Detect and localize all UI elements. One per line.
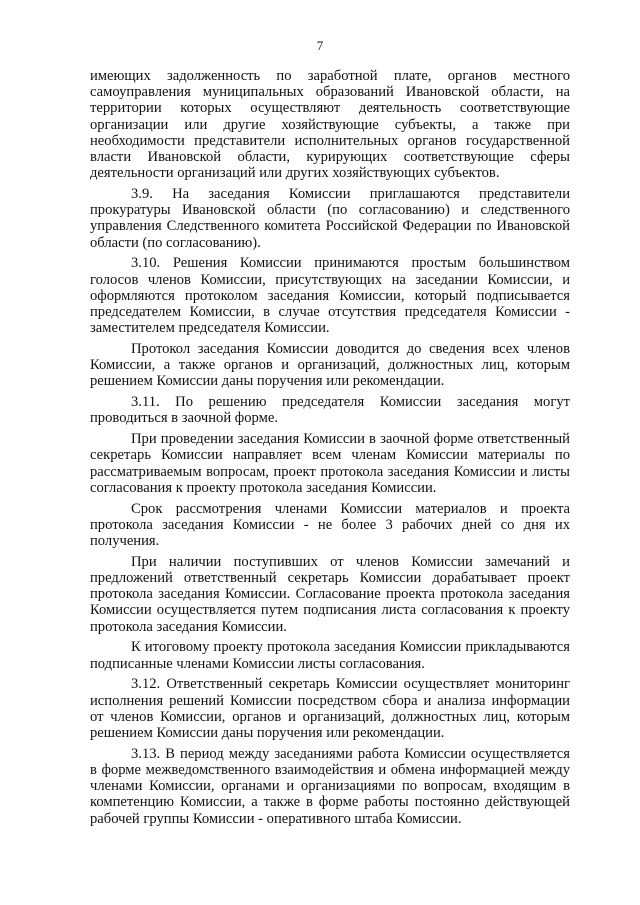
paragraph-3-10: 3.10. Решения Комиссии принимаются простым большинством голосов членов Комиссии, присутствующих на заседании Комиссии, и оформляются протоколом заседания Комиссии, который подписывается председателем Комиссии, в случае отсутствия председателя Комиссии - заместителем председателя Комиссии. xyxy=(90,255,570,337)
paragraph-protocol: Протокол заседания Комиссии доводится до сведения всех членов Комиссии, а также органов и организаций, должностных лиц, которым решением Комиссии даны поручения или рекомендации. xyxy=(90,341,570,390)
paragraph-3-11: 3.11. По решению председателя Комиссии заседания могут проводиться в заочной форме. xyxy=(90,394,570,427)
page-number: 7 xyxy=(316,38,324,53)
document-body xyxy=(90,68,570,831)
paragraph-3-12: 3.12. Ответственный секретарь Комиссии осуществляет мониторинг исполнения решений Комиссии посредством сбора и анализа информации от членов Комиссии, органов и организаций, должностных лиц, которым решением Комиссии даны поручения или рекомендации. xyxy=(90,676,570,742)
paragraph-review-term: Срок рассмотрения членами Комиссии материалов и проекта протокола заседания Комиссии - не более 3 рабочих дней со дня их получения. xyxy=(90,500,570,550)
paragraph-3-9: 3.9. На заседания Комиссии приглашаются представители прокуратуры Ивановской области (по согласованию) и следственного управления Следственного комитета Российской Федерации по Ивановской области (по согласованию). xyxy=(90,186,570,251)
paragraph-continuation: имеющих задолженность по заработной плате, органов местного самоуправления муниципальных образований Ивановской области, на территории которых осуществляют деятельность соответствующие организации или другие хозяйствующие субъекты, а также при необходимости представители исполнительных органов государственной власти Ивановской области, курирующих соответствующие сферы деятельности организаций или других хозяйствующих субъектов. xyxy=(90,68,570,182)
paragraph-remarks: При наличии поступивших от членов Комиссии замечаний и предложений ответственный секретарь Комиссии дорабатывает проект протокола заседания Комиссии. Согласование проекта протокола заседания Комиссии осуществляется путем подписания листа согласования к проекту протокола заседания Комиссии. xyxy=(90,553,570,635)
paragraph-absentee-procedure: При проведении заседания Комиссии в заочной форме ответственный секретарь Комиссии направляет всем членам Комиссии материалы по рассматриваемым вопросам, проект протокола заседания Комиссии и листы согласования к проекту протокола заседания Комиссии. xyxy=(90,431,570,496)
paragraph-approval-sheets: К итоговому проекту протокола заседания Комиссии прикладываются подписанные членами Комиссии листы согласования. xyxy=(90,639,570,672)
paragraph-3-13: 3.13. В период между заседаниями работа Комиссии осуществляется в форме межведомственного взаимодействия и обмена информацией между членами Комиссии, органами и организациями по вопросам, входящим в компетенцию Комиссии, а также в форме работы постоянно действующей рабочей группы Комиссии - оперативного штаба Комиссии. xyxy=(90,745,570,827)
